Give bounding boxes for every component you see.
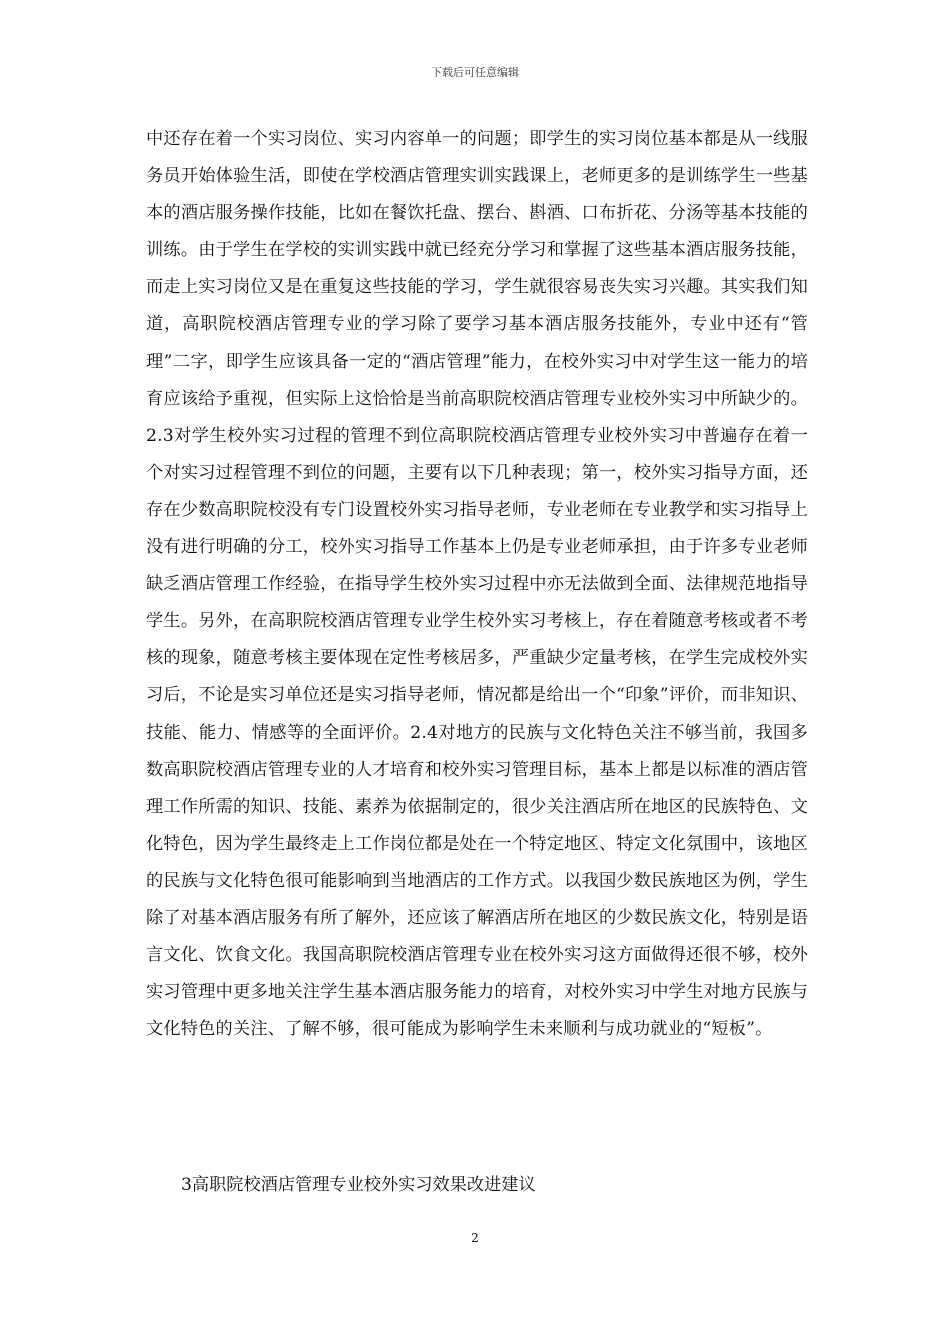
body-paragraph: 中还存在着一个实习岗位、实习内容单一的问题；即学生的实习岗位基本都是从一线服务员开始体验生活，即使在学校酒店管理实训实践课上，老师更多的是训练学生一些基本的酒店服务操作技能，比如在餐饮托盘、摆台、斟酒、口布折花、分汤等基本技能的训练。由于学生在学校的实训实践中就已经充分学习和掌握了这些基本酒店服务技能，而走上实习岗位又是在重复这些技能的学习，学生就很容易丧失实习兴趣。其实我们知道，高职院校酒店管理专业的学习除了要学习基本酒店服务技能外，专业中还有“管理”二字，即学生应该具备一定的“酒店管理”能力，在校外实习中对学生这一能力的培育应该给予重视，但实际上这恰恰是当前高职院校酒店管理专业校外实习中所缺少的。2.3对学生校外实习过程的管理不到位高职院校酒店管理专业校外实习中普遍存在着一个对实习过程管理不到位的问题，主要有以下几种表现；第一，校外实习指导方面，还存在少数高职院校没有专门设置校外实习指导老师，专业老师在专业教学和实习指导上没有进行明确的分工，校外实习指导工作基本上仍是专业老师承担，由于许多专业老师缺乏酒店管理工作经验，在指导学生校外实习过程中亦无法做到全面、法律规范地指导学生。另外，在高职院校酒店管理专业学生校外实习考核上，存在着随意考核或者不考核的现象，随意考核主要体现在定性考核居多，严重缺少定量考核，在学生完成校外实习后，不论是实习单位还是实习指导老师，情况都是给出一个“印象”评价，而非知识、技能、能力、情感等的全面评价。2.4对地方的民族与文化特色关注不够当前，我国多数高职院校酒店管理专业的人才培育和校外实习管理目标，基本上都是以标准的酒店管理工作所需的知识、技能、素养为依据制定的，很少关注酒店所在地区的民族特色、文化特色，因为学生最终走上工作岗位都是处在一个特定地区、特定文化氛围中，该地区的民族与文化特色很可能影响到当地酒店的工作方式。以我国少数民族地区为例，学生除了对基本酒店服务有所了解外，还应该了解酒店所在地区的少数民族文化，特别是语言文化、饮食文化。我国高职院校酒店管理专业在校外实习这方面做得还很不够，校外实习管理中更多地关注学生基本酒店服务能力的培育，对校外实习中学生对地方民族与文化特色的关注、了解不够，很可能成为影响学生未来顺利与成功就业的“短板”。 (146, 129, 808, 1040)
page-header-note: 下载后可任意编辑 (431, 66, 519, 79)
page-number: 2 (471, 1231, 479, 1245)
section-heading: 3高职院校酒店管理专业校外实习效果改进建议 (181, 1175, 536, 1195)
